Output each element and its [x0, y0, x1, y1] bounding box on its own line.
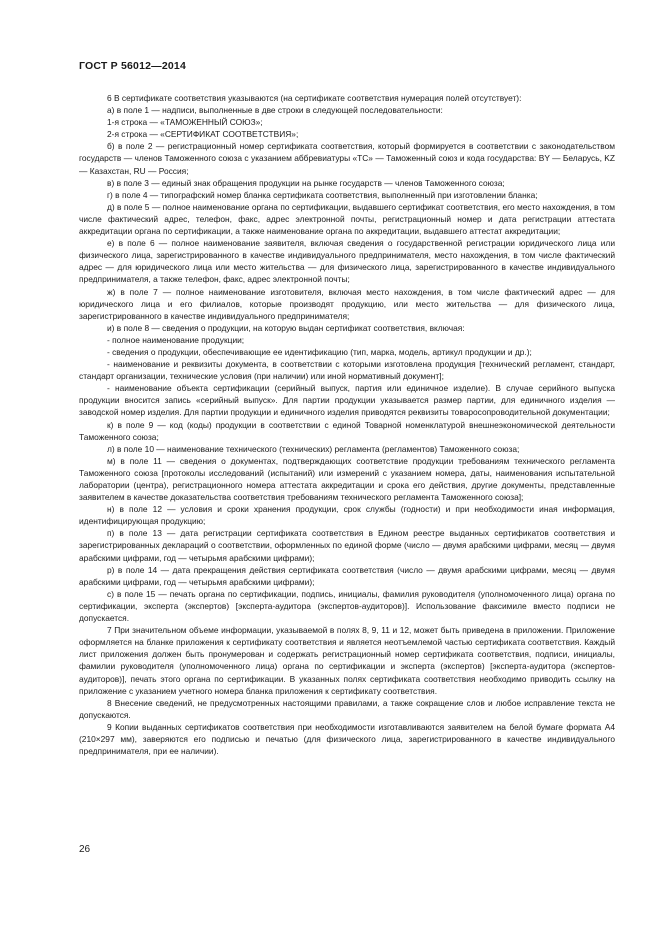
paragraph: г) в поле 4 — типографский номер бланка сертификата соответствия, выполненный при изготовлении бланка; — [107, 189, 538, 200]
paragraph: б) в поле 2 — регистрационный номер сертификата соответствия, который формируется в соответствии с законодательством государств — членов Таможенного союза с указанием аббревиатуры «ТС» — Таможенный союз и кода государства: BY — Беларусь, KZ — Казахстан, RU — Россия; — [79, 141, 615, 176]
list-item: - наименование объекта сертификации (серийный выпуск, партия или единичное изделие). В случае серийного выпуска продукции вносится запись «серийный выпуск». Для партии продукции указывается размер партии, для единичного изделия — заводской номер изделия. Для партии продукции и единичного изделия приводятся реквизиты товаросопроводительной документации; — [79, 383, 615, 418]
paragraph: и) в поле 8 — сведения о продукции, на которую выдан сертификат соответствия, включая: — [107, 322, 465, 333]
paragraph: ж) в поле 7 — полное наименование изготовителя, включая место нахождения, в том числе фактический адрес — для юридического лица и его филиалов, которые производят продукцию, или место жительства — для физического лица, зарегистрированного в качестве индивидуального предпринимателя; — [79, 286, 615, 321]
paragraph: 2-я строка — «СЕРТИФИКАТ СООТВЕТСТВИЯ»; — [107, 129, 299, 140]
paragraph: 8 Внесение сведений, не предусмотренных настоящими правилами, а также сокращение слов и любое исправление текста не допускаются. — [79, 697, 615, 720]
list-item: - сведения о продукции, обеспечивающие ее идентификацию (тип, марка, модель, артикул продукции и др.); — [107, 346, 532, 357]
paragraph: д) в поле 5 — полное наименование органа по сертификации, выдавшего сертификат соответствия, его место нахождения, в том числе фактический адрес, телефон, факс, адрес электронной почты, регистрационный номер и дата регистрации аттестата аккредитации органа по сертификации, а также наименование органа по аккредитации, выдавшего аттестат аккредитации; — [79, 201, 615, 237]
list-item: - наименование и реквизиты документа, в соответствии с которыми изготовлена продукция [технический регламент, стандарт, стандарт организации, технические условия (при наличии) или иной нормативный документ]; — [79, 359, 615, 382]
paragraph: п) в поле 13 — дата регистрации сертификата соответствия в Едином реестре выданных сертификатов соответствия и зарегистрированных деклараций о соответствии, оформленных по единой форме (число — двумя арабскими цифрами, месяц — двумя арабскими цифрами, год — четырьмя арабскими цифрами); — [79, 528, 615, 563]
paragraph: р) в поле 14 — дата прекращения действия сертификата соответствия (число — двумя арабскими цифрами, месяц — двумя арабскими цифрами, год — четырьмя арабскими цифрами); — [79, 564, 615, 587]
paragraph: 7 При значительном объеме информации, указываемой в полях 8, 9, 11 и 12, может быть приведена в приложении. Приложение оформляется на бланке приложения к сертификату соответствия и является неотъемлемой частью сертификата соответствия. Каждый лист приложения должен быть пронумерован и содержать регистрационный номер сертификата соответствия, подписи, инициалы, фамилии руководителя (уполномоченного лица) органа по сертификации и эксперта (экспертов) [эксперта-аудитора (экспертов-аудиторов)], печать этого органа по сертификации. В указанных полях сертификата соответствия необходимо приводить ссылку на приложение с указанием учетного номера бланка приложения к сертификату соответствия. — [79, 625, 615, 696]
paragraph: 6 В сертификате соответствия указываются (на сертификате соответствия нумерация полей отсутствует): — [107, 93, 522, 103]
paragraph: к) в поле 9 — код (коды) продукции в соответствии с единой Товарной номенклатурой внешнеэкономической деятельности Таможенного союза; — [79, 419, 615, 442]
paragraph: 9 Копии выданных сертификатов соответствия при необходимости изготавливаются заявителем на белой бумаге формата А4 (210×297 мм), заверяются его подписью и печатью (для физического лица, зарегистрированного в качестве индивидуального предпринимателя, при ее наличии). — [79, 721, 615, 757]
paragraph: м) в поле 11 — сведения о документах, подтверждающих соответствие продукции требованиям технического регламента Таможенного союза [протоколы исследований (испытаний) или измерений с указанием номера, даты, наименования испытательной лаборатории (центра), регистрационного номера аттестата аккредитации и срока его действия, другие документы, представленные заявителем в качестве доказательства соответствия требованиям технического регламента Таможенного союза]; — [79, 455, 615, 503]
paragraph: а) в поле 1 — надписи, выполненные в две строки в следующей последовательности: — [107, 105, 443, 116]
paragraph: е) в поле 6 — полное наименование заявителя, включая сведения о государственной регистрации юридического лица или физического лица, зарегистрированного в качестве индивидуального предпринимателя, место нахождения, в том числе фактический адрес — для юридического лица или место жительства — для физического лица, зарегистрированного в качестве индивидуального предпринимателя, а также телефон, факс, адрес электронной почты; — [79, 238, 615, 285]
paragraph: н) в поле 12 — условия и сроки хранения продукции, срок службы (годности) и при необходимости иная информация, идентифицирующая продукцию; — [79, 504, 615, 527]
document-header: ГОСТ Р 56012—2014 — [79, 60, 187, 72]
list-item: - полное наименование продукции; — [107, 334, 245, 345]
paragraph: л) в поле 10 — наименование технического (технических) регламента (регламентов) Таможенного союза; — [107, 443, 520, 454]
paragraph: в) в поле 3 — единый знак обращения продукции на рынке государств — членов Таможенного союза; — [107, 177, 505, 188]
paragraph: с) в поле 15 — печать органа по сертификации, подпись, инициалы, фамилия руководителя (уполномоченного лица) органа по сертификации, эксперта (экспертов) [эксперта-аудитора (экспертов-аудиторов)]. Использование факсимиле вместо подписи не допускается. — [79, 588, 615, 624]
page-number: 26 — [79, 844, 91, 855]
paragraph: 1-я строка — «ТАМОЖЕННЫЙ СОЮЗ»; — [107, 117, 263, 128]
document-body — [79, 92, 615, 757]
